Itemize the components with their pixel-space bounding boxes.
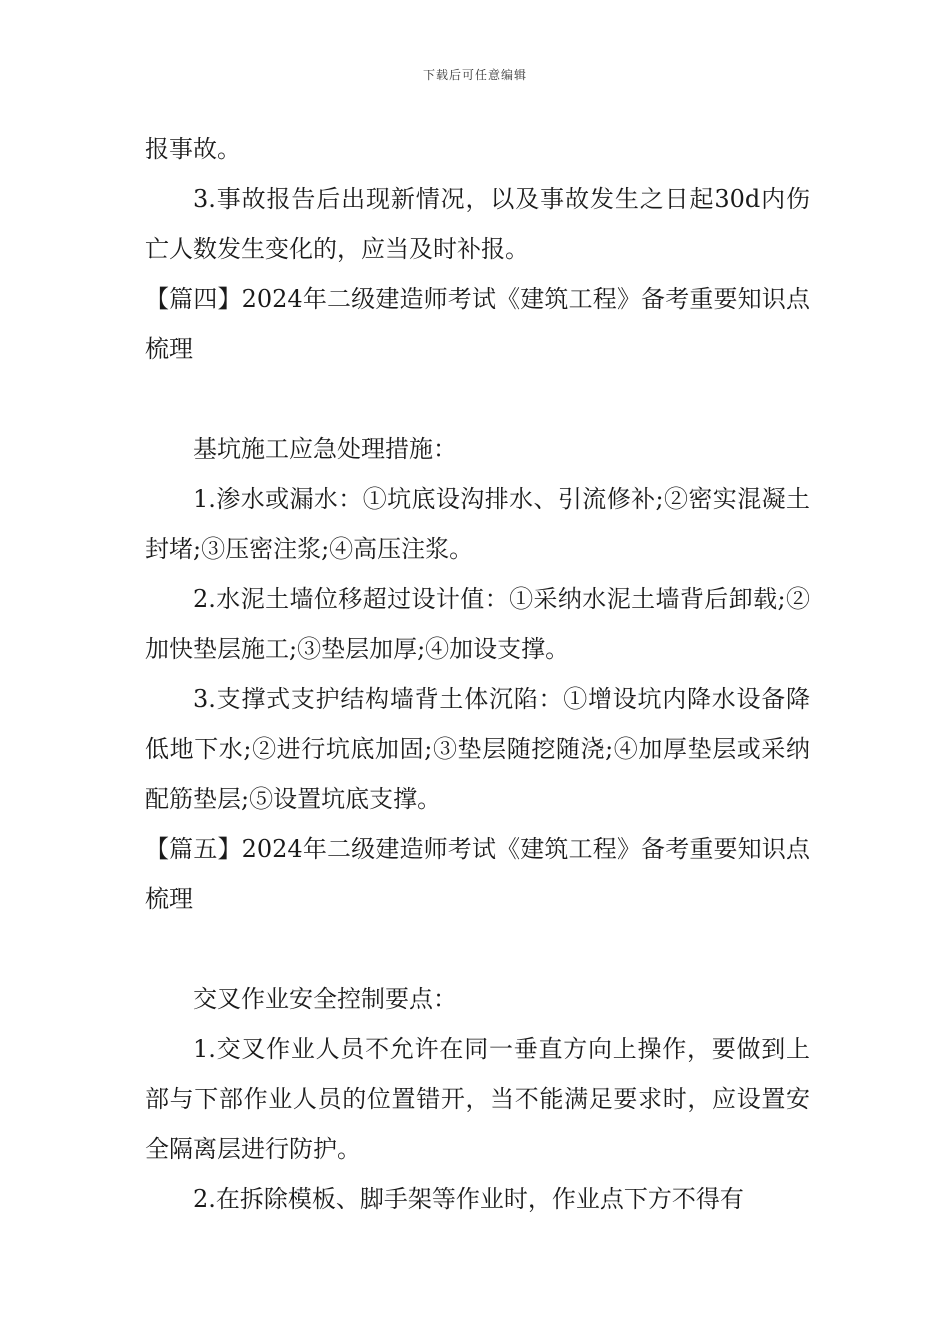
- blank-line: [145, 374, 810, 424]
- section-heading-5: 【篇五】2024年二级建造师考试《建筑工程》备考重要知识点梳理: [145, 835, 810, 913]
- paragraph-pit-1: 1.渗水或漏水：①坑底设沟排水、引流修补;②密实混凝土封堵;③压密注浆;④高压注浆。: [145, 485, 810, 563]
- paragraph-subheading-pit: 基坑施工应急处理措施：: [193, 435, 457, 463]
- document-body: [145, 124, 810, 1224]
- paragraph-1: 3.事故报告后出现新情况，以及事故发生之日起30d内伤亡人数发生变化的，应当及时补报。: [145, 185, 810, 263]
- paragraph-cross-1: 1.交叉作业人员不允许在同一垂直方向上操作，要做到上部与下部作业人员的位置错开，当不能满足要求时，应设置安全隔离层进行防护。: [145, 1035, 810, 1163]
- section-heading-4: 【篇四】2024年二级建造师考试《建筑工程》备考重要知识点梳理: [145, 285, 810, 363]
- paragraph-pit-2: 2.水泥土墙位移超过设计值：①采纳水泥土墙背后卸载;②加快垫层施工;③垫层加厚;④加设支撑。: [145, 585, 810, 663]
- page-header-note: 下载后可任意编辑: [422, 68, 527, 82]
- paragraph-cross-2: 2.在拆除模板、脚手架等作业时，作业点下方不得有: [193, 1185, 744, 1213]
- paragraph-pit-3: 3.支撑式支护结构墙背土体沉陷：①增设坑内降水设备降低地下水;②进行坑底加固;③垫层随挖随浇;④加厚垫层或采纳配筋垫层;⑤设置坑底支撑。: [145, 685, 810, 813]
- paragraph-subheading-cross: 交叉作业安全控制要点：: [193, 985, 457, 1013]
- blank-line: [145, 924, 810, 974]
- paragraph-0: 报事故。: [145, 135, 241, 163]
